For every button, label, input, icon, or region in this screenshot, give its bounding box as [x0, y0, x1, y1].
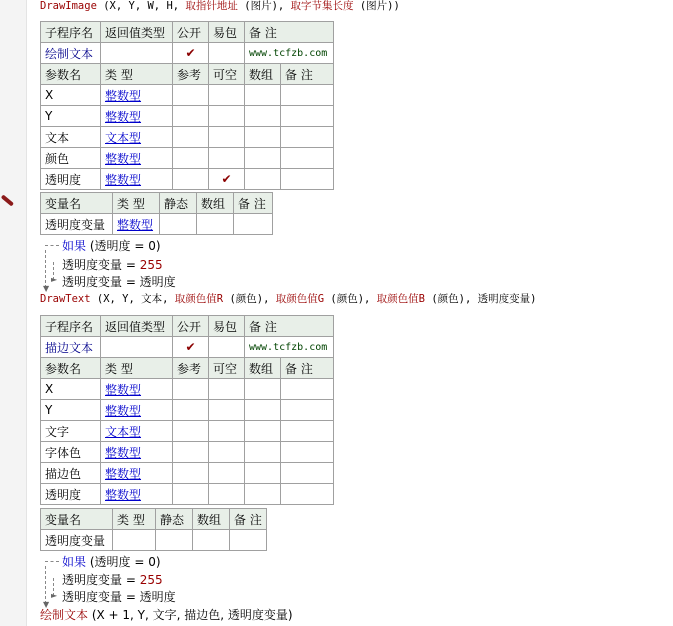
if-statement[interactable]: 如果 (透明度 = 0): [62, 239, 161, 253]
table-row[interactable]: 透明度变量 整数型: [41, 214, 273, 235]
table-row[interactable]: X 整数型: [41, 85, 334, 106]
variable-table-1: [40, 192, 273, 235]
assign-statement[interactable]: 透明度变量 = 透明度: [62, 590, 176, 604]
table-row[interactable]: 字体色 整数型: [41, 442, 334, 463]
subroutine-table-2: [40, 315, 334, 505]
code-line-call[interactable]: 绘制文本 (X + 1, Y, 文字, 描边色, 透明度变量): [40, 608, 293, 622]
flow-line: [45, 561, 59, 562]
if-statement[interactable]: 如果 (透明度 = 0): [62, 555, 161, 569]
variable-table-2: [40, 508, 267, 551]
subroutine-table-1: [40, 21, 334, 190]
public-check-icon[interactable]: ✔: [173, 337, 209, 358]
assign-statement[interactable]: 透明度变量 = 255: [62, 573, 163, 587]
nullable-check-icon[interactable]: ✔: [209, 169, 245, 190]
func-name: DrawImage: [40, 0, 97, 12]
remark-cell[interactable]: www.tcfzb.com: [245, 337, 334, 358]
table-row: 子程序名 返回值类型 公开 易包 备 注: [41, 22, 334, 43]
table-row[interactable]: 透明度变量: [41, 530, 267, 551]
table-row[interactable]: Y 整数型: [41, 400, 334, 421]
table-row[interactable]: [41, 337, 334, 358]
table-row: 子程序名 返回值类型 公开 易包 备 注: [41, 316, 334, 337]
flow-arrow-icon: ▼: [43, 600, 50, 609]
table-row: 变量名 类 型 静态 数组 备 注: [41, 509, 267, 530]
table-row[interactable]: 透明度 整数型 ✔: [41, 169, 334, 190]
table-row: 变量名 类 型 静态 数组 备 注: [41, 193, 273, 214]
table-row[interactable]: 文本 文本型: [41, 127, 334, 148]
table-row[interactable]: 描边色 整数型: [41, 463, 334, 484]
flow-arrow-icon: ►: [51, 275, 58, 284]
table-row: 参数名 类 型 参考 可空 数组 备 注: [41, 358, 334, 379]
subroutine-name[interactable]: 描边文本: [41, 337, 101, 358]
flow-line: [45, 566, 46, 604]
table-row[interactable]: 文字 文本型: [41, 421, 334, 442]
code-line-drawimage[interactable]: DrawImage (X, Y, W, H, 取指针地址 (图片), 取字节集长度 (图片)): [40, 0, 400, 12]
flow-arrow-icon: ►: [51, 591, 58, 600]
assign-statement[interactable]: 透明度变量 = 透明度: [62, 275, 176, 289]
table-row[interactable]: 颜色 整数型: [41, 148, 334, 169]
table-row[interactable]: 透明度 整数型: [41, 484, 334, 505]
flow-line: [45, 250, 46, 288]
public-check-icon[interactable]: ✔: [173, 43, 209, 64]
code-line-drawtext[interactable]: DrawText (X, Y, 文本, 取颜色值R (颜色), 取颜色值G (颜色), 取颜色值B (颜色), 透明度变量): [40, 293, 537, 305]
code-gutter: [0, 0, 27, 626]
assign-statement[interactable]: 透明度变量 = 255: [62, 258, 163, 272]
table-row[interactable]: Y 整数型: [41, 106, 334, 127]
flow-line: [45, 245, 59, 246]
subroutine-name[interactable]: 绘制文本: [41, 43, 101, 64]
remark-cell[interactable]: www.tcfzb.com: [245, 43, 334, 64]
flow-arrow-icon: ▼: [43, 284, 50, 293]
table-row[interactable]: [41, 43, 334, 64]
table-row: 参数名 类 型 参考 可空 数组 备 注: [41, 64, 334, 85]
table-row[interactable]: X 整数型: [41, 379, 334, 400]
